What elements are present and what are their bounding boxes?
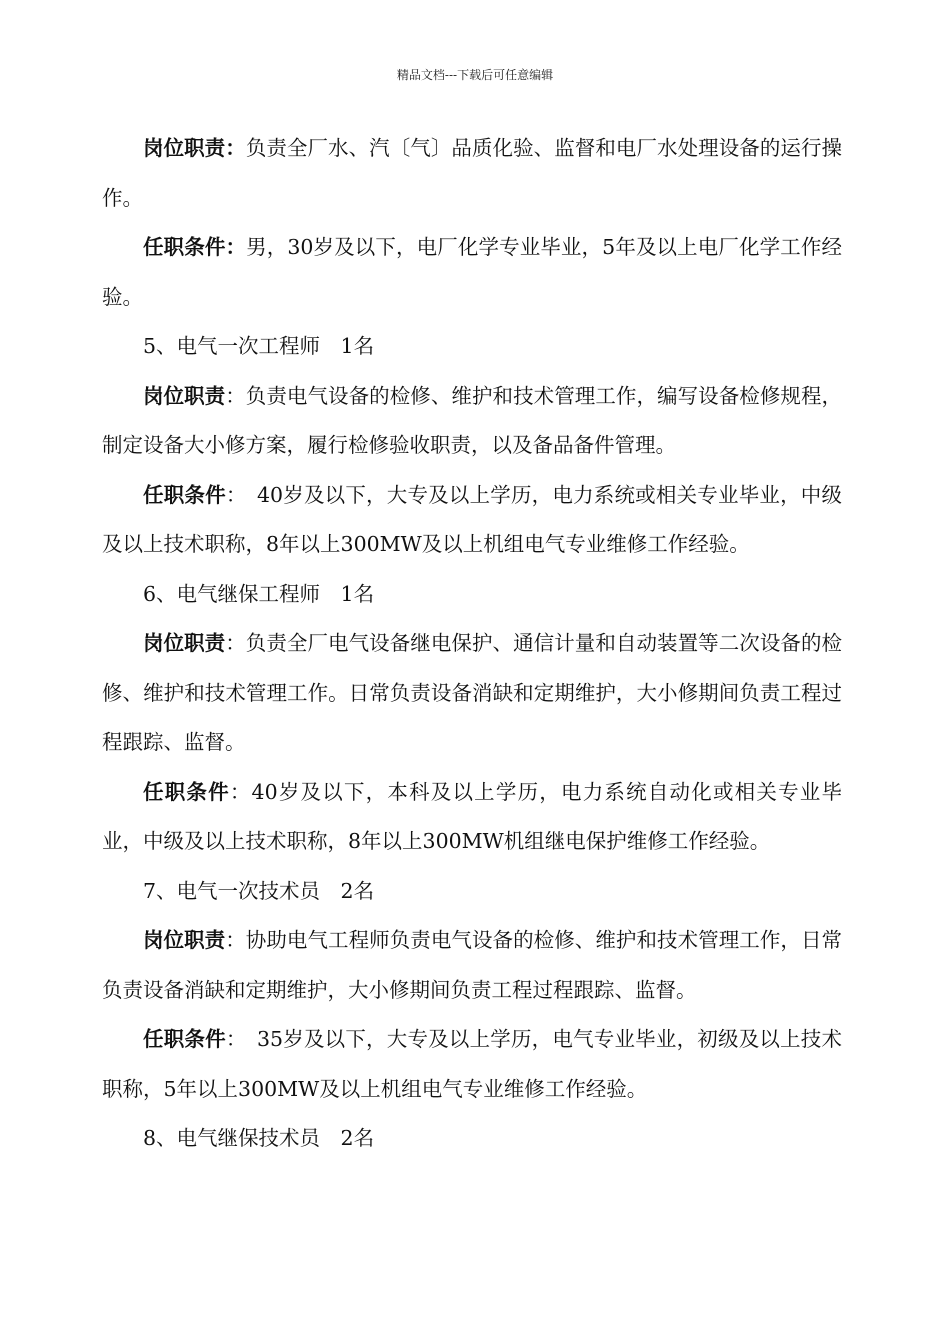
req-text: ： 35岁及以下，大专及以上学历，电气专业毕业，初级及以上技术职称，5年以上300MW及以上机组电气专业维修工作经验。 (102, 1027, 842, 1101)
paragraph-duty-7 (102, 916, 842, 1015)
duty-text: 负责全厂水、汽〔气〕品质化验、监督和电厂水处理设备的运行操作。 (102, 136, 843, 210)
duty-text: ：协助电气工程师负责电气设备的检修、维护和技术管理工作，日常负责设备消缺和定期维护，大小修期间负责工程过程跟踪、监督。 (102, 928, 843, 1002)
page-header: 精品文档---下载后可任意编辑 (396, 68, 554, 82)
paragraph-req-5 (102, 471, 842, 570)
paragraph-req-7 (102, 1015, 842, 1114)
req-text: ： 40岁及以下，大专及以上学历，电力系统或相关专业毕业，中级及以上技术职称，8年以上300MW及以上机组电气专业维修工作经验。 (102, 482, 842, 556)
duty-label: 岗位职责 (143, 631, 226, 655)
duty-text: ：负责全厂电气设备继电保护、通信计量和自动装置等二次设备的检修、维护和技术管理工作。日常负责设备消缺和定期维护，大小修期间负责工程过程跟踪、监督。 (102, 631, 843, 754)
req-text: ：40岁及以下，本科及以上学历，电力系统自动化或相关专业毕业，中级及以上技术职称，8年以上300MW机组继电保护维修工作经验。 (102, 779, 842, 853)
req-text: 男，30岁及以下，电厂化学专业毕业，5年及以上电厂化学工作经验。 (102, 235, 842, 309)
duty-label: 岗位职责 (143, 928, 226, 952)
position-heading-8: 8、电气继保技术员 2名 (143, 1126, 375, 1150)
paragraph-duty-6 (102, 619, 842, 768)
paragraph-req-6 (102, 768, 842, 867)
paragraph-req-chem (102, 223, 842, 322)
req-label: 任职条件 (143, 1027, 226, 1051)
req-label: 任职条件 (143, 482, 226, 507)
paragraph-duty-5 (102, 372, 842, 471)
duty-label: 岗位职责： (143, 136, 246, 160)
paragraph-duty-chem (102, 124, 842, 223)
duty-label: 岗位职责 (143, 383, 226, 408)
req-label: 任职条件 (143, 779, 230, 804)
position-heading-6: 6、电气继保工程师 1名 (143, 581, 375, 606)
position-heading-7: 7、电气一次技术员 2名 (143, 878, 375, 903)
duty-text: ：负责电气设备的检修、维护和技术管理工作，编写设备检修规程，制定设备大小修方案，履行检修验收职责，以及备品备件管理。 (102, 383, 843, 457)
document-body (102, 124, 842, 1164)
position-heading-5: 5、电气一次工程师 1名 (143, 334, 375, 358)
req-label: 任职条件： (143, 235, 247, 259)
